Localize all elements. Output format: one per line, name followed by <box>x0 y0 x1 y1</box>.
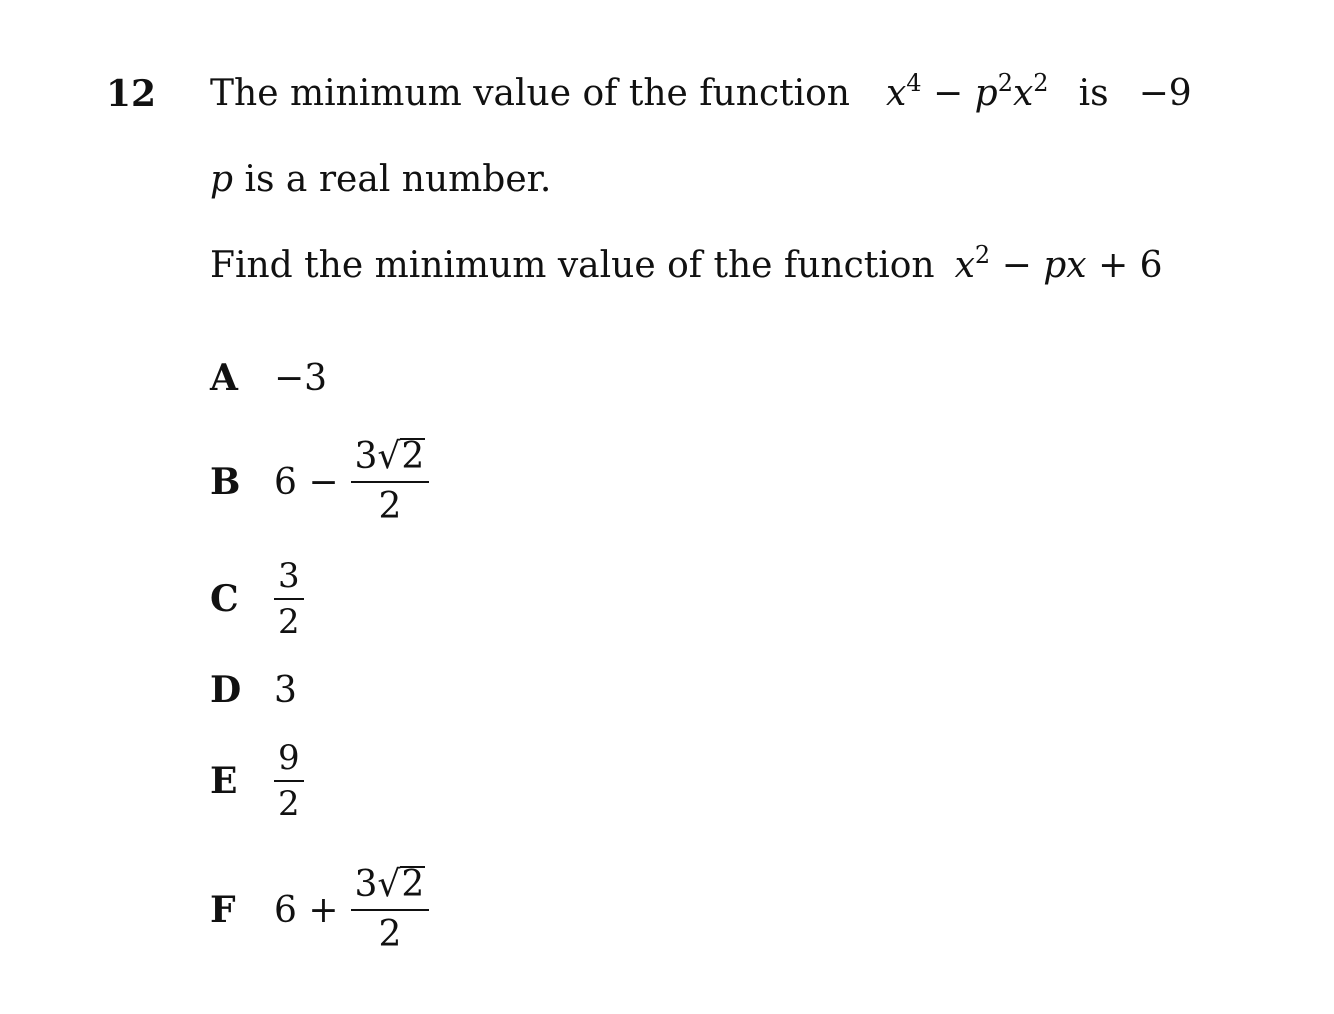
option-b[interactable] <box>210 432 429 532</box>
option-letter: B <box>210 461 241 503</box>
question-text: The minimum value of the function <box>210 73 850 114</box>
option-value: −3 <box>274 357 328 399</box>
question-number: 12 <box>106 73 157 115</box>
option-prefix: 6 − <box>274 461 339 503</box>
option-fraction: $\frac{9}{2}$ <box>274 740 304 822</box>
option-e[interactable] <box>210 738 304 824</box>
question-text-real: is a real number. <box>244 159 552 200</box>
option-prefix: 6 + <box>274 889 339 931</box>
question-line-3 <box>210 241 1163 288</box>
option-letter: F <box>210 889 236 931</box>
minimum-value: −9 <box>1138 73 1192 114</box>
question-text-is: is <box>1078 73 1109 114</box>
function-expression-quartic: $x^4 - p^2x^2$ <box>885 69 1049 114</box>
option-d[interactable] <box>210 668 297 712</box>
option-f[interactable] <box>210 860 429 960</box>
option-fraction: 3 √ 2 2 <box>351 865 430 955</box>
option-fraction: 3 √ 2 2 <box>351 437 430 527</box>
option-a[interactable] <box>210 356 327 400</box>
option-letter: A <box>210 357 238 399</box>
variable-p: p <box>210 159 234 200</box>
function-expression-quadratic: $x^2$ − px + 6 <box>954 241 1163 286</box>
option-value: 3 <box>274 669 297 711</box>
option-letter: D <box>210 669 242 711</box>
option-fraction: $\frac{3}{2}$ <box>274 558 304 640</box>
option-letter: E <box>210 760 238 802</box>
question-line-1 <box>210 69 1192 116</box>
question-instruction: Find the minimum value of the function <box>210 245 935 286</box>
option-c[interactable] <box>210 556 304 642</box>
question-line-2 <box>210 158 551 202</box>
option-letter: C <box>210 578 239 620</box>
